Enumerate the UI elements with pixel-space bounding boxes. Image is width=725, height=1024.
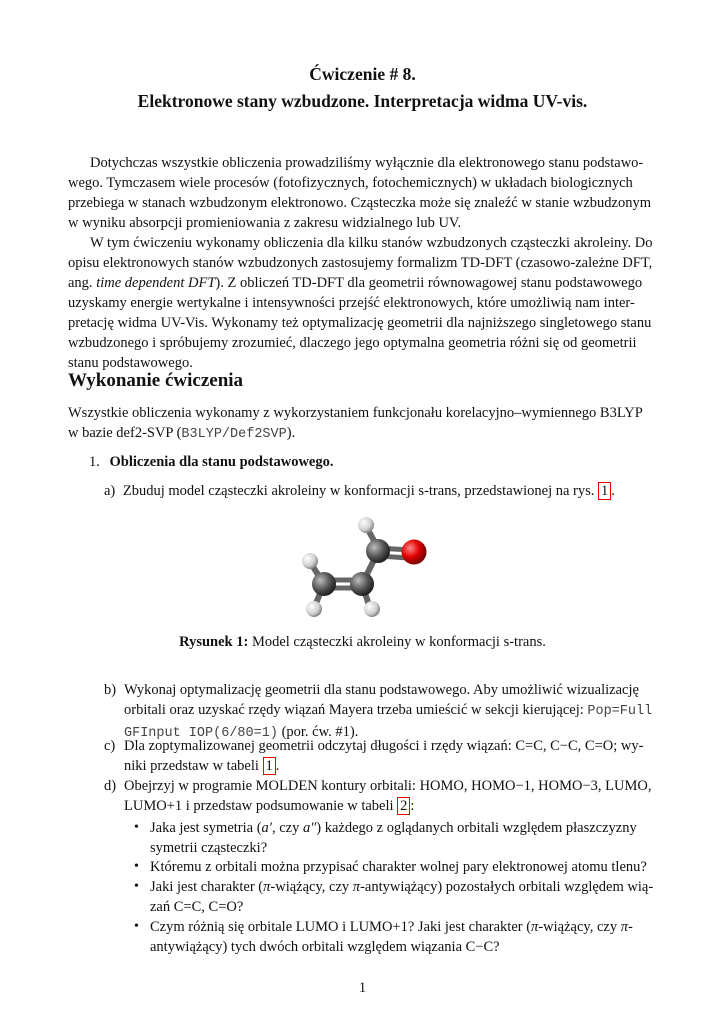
bullet-dot: • bbox=[134, 919, 139, 934]
text-line: Czym różnią się orbitale LUMO i LUMO+1? Jaki jest charakter (π-wiążący, czy π- bbox=[150, 919, 633, 935]
item-a: a) Zbuduj model cząsteczki akroleiny w konformacji s-trans, przedstawionej na rys. 1 . bbox=[104, 483, 615, 499]
text-line: wzbudzonego i spróbujemy zrozumieć, dlaczego jego optymalna geometria różni się od geometrii bbox=[68, 335, 637, 351]
bullet-4 bbox=[134, 917, 658, 957]
step-1 bbox=[89, 452, 333, 472]
text-line: Dla zoptymalizowanej geometrii odczytaj długości i rzędy wiązań: C=C, C−C, C=O; wy- bbox=[124, 738, 644, 754]
carbon-atom bbox=[350, 572, 374, 596]
item-label: c) bbox=[104, 738, 116, 754]
table-ref-link[interactable]: 2 bbox=[397, 797, 410, 815]
hydrogen-atom bbox=[358, 517, 374, 533]
text-line: opisu elektronowych stanów wzbudzonych zastosujemy formalizm TD-DFT (czasowo-zależne DFT, bbox=[68, 255, 653, 271]
acrolein-molecule-figure bbox=[290, 510, 440, 622]
page-number: 1 bbox=[358, 980, 367, 996]
hydrogen-atom bbox=[306, 601, 322, 617]
step-label: Obliczenia dla stanu podstawowego. bbox=[109, 454, 334, 470]
text-line: pretację widma UV-Vis. Wykonamy też optymalizację geometrii dla najniższego singletowego stanu bbox=[68, 315, 652, 331]
text-line: Wszystkie obliczenia wykonamy z wykorzystaniem funkcjonału korelacyjno–wymiennego B3LYP bbox=[68, 405, 643, 421]
item-c-text bbox=[124, 736, 658, 776]
figure-caption: Rysunek 1: Model cząsteczki akroleiny w konformacji s-trans. bbox=[179, 634, 546, 650]
item-b-text bbox=[124, 680, 658, 744]
section-paragraph bbox=[68, 403, 658, 445]
bullet-2 bbox=[134, 857, 658, 877]
item-label: d) bbox=[104, 778, 117, 794]
item-c bbox=[104, 736, 115, 756]
text-line: Dotychczas wszystkie obliczenia prowadziliśmy wyłącznie dla elektronowego stanu podstawo- bbox=[90, 155, 644, 171]
carbon-atom bbox=[312, 572, 336, 596]
text-line: uzyskamy energie wertykalne i intensywności przejść elektronowych, które umożliwią nam inter- bbox=[68, 295, 635, 311]
figure-ref-link[interactable]: 1 bbox=[598, 482, 611, 500]
step-number: 1. bbox=[89, 454, 100, 470]
bullet-1 bbox=[134, 818, 658, 858]
text-line: Obejrzyj w programie MOLDEN kontury orbitali: HOMO, HOMO−1, HOMO−3, LUMO, bbox=[124, 778, 652, 794]
item-d bbox=[104, 776, 116, 796]
hydrogen-atom bbox=[364, 601, 380, 617]
code-keyword: Pop=Full bbox=[587, 704, 653, 719]
text-line: Jaka jest symetria (a′, czy a″) każdego z oglądanych orbitali względem płaszczyzny bbox=[150, 820, 637, 836]
title-line-2: Elektronowe stany wzbudzone. Interpretacja widma UV-vis. bbox=[137, 91, 588, 111]
bullet-dot: • bbox=[134, 879, 139, 894]
item-b bbox=[104, 680, 116, 700]
text-line: W tym ćwiczeniu wykonamy obliczenia dla kilku stanów wzbudzonych cząsteczki akroleiny. Do bbox=[90, 235, 653, 251]
text-line: zań C=C, C=O? bbox=[150, 899, 244, 915]
text-line: antywiążący) tych dwóch orbitali względem wiązania C−C? bbox=[150, 939, 500, 955]
text-line: w bazie def2-SVP (B3LYP/Def2SVP). bbox=[68, 425, 296, 442]
text-line: orbitali oraz uzyskać rzędy wiązań Mayera trzeba umieścić w sekcji kierującej: Pop=Full bbox=[124, 702, 653, 719]
intro-paragraph-2 bbox=[68, 233, 658, 373]
bullet-3 bbox=[134, 877, 658, 917]
text-line: symetrii cząsteczki? bbox=[150, 840, 268, 856]
item-label: a) bbox=[104, 483, 116, 499]
text-line: przebiega w stanach wzbudzonym elektronowo. Cząsteczka może się znaleźć w stanie wzbudzonym bbox=[68, 195, 651, 211]
text-line: Wykonaj optymalizację geometrii dla stanu podstawowego. Aby umożliwić wizualizację bbox=[124, 682, 639, 698]
text-line: ang. time dependent DFT). Z obliczeń TD-DFT dla geometrii równowagowej stanu podstawowego bbox=[68, 275, 643, 291]
text-line: wego. Tymczasem wiele procesów (fotofizycznych, fotochemicznych) w układach biologicznych bbox=[68, 175, 633, 191]
oxygen-atom bbox=[402, 540, 427, 565]
hydrogen-atom bbox=[302, 553, 318, 569]
italic-term: time dependent DFT bbox=[96, 275, 216, 291]
text-line: GFInput IOP(6/80=1) (por. ćw. #1). bbox=[124, 724, 359, 741]
carbon-atom bbox=[366, 539, 390, 563]
text-line: w wyniku absorpcji promieniowania z zakresu widzialnego lub UV. bbox=[68, 215, 462, 231]
text-line: Jaki jest charakter (π-wiążący, czy π-antywiążący) pozostałych orbitali względem wią- bbox=[150, 879, 654, 895]
text-line: niki przedstaw w tabeli 1 . bbox=[124, 758, 280, 774]
item-d-text bbox=[124, 776, 658, 816]
table-ref-link[interactable]: 1 bbox=[263, 757, 276, 775]
item-label: b) bbox=[104, 682, 117, 698]
text-line: LUMO+1 i przedstaw podsumowanie w tabeli 2 : bbox=[124, 798, 415, 814]
intro-paragraph-1 bbox=[68, 153, 658, 233]
title-line-1: Ćwiczenie # 8. bbox=[309, 64, 416, 84]
section-heading: Wykonanie ćwiczenia bbox=[68, 370, 244, 391]
item-text: Zbuduj model cząsteczki akroleiny w konformacji s-trans, przedstawionej na rys. bbox=[122, 483, 595, 499]
text-line: Któremu z orbitali można przypisać charakter wolnej pary elektronowej atomu tlenu? bbox=[150, 859, 647, 875]
bullet-dot: • bbox=[134, 859, 139, 874]
bullet-dot: • bbox=[134, 820, 139, 835]
code-keyword: GFInput IOP(6/80=1) bbox=[124, 726, 278, 741]
text-line: stanu podstawowego. bbox=[68, 355, 193, 371]
code-method: B3LYP/Def2SVP bbox=[181, 427, 287, 442]
